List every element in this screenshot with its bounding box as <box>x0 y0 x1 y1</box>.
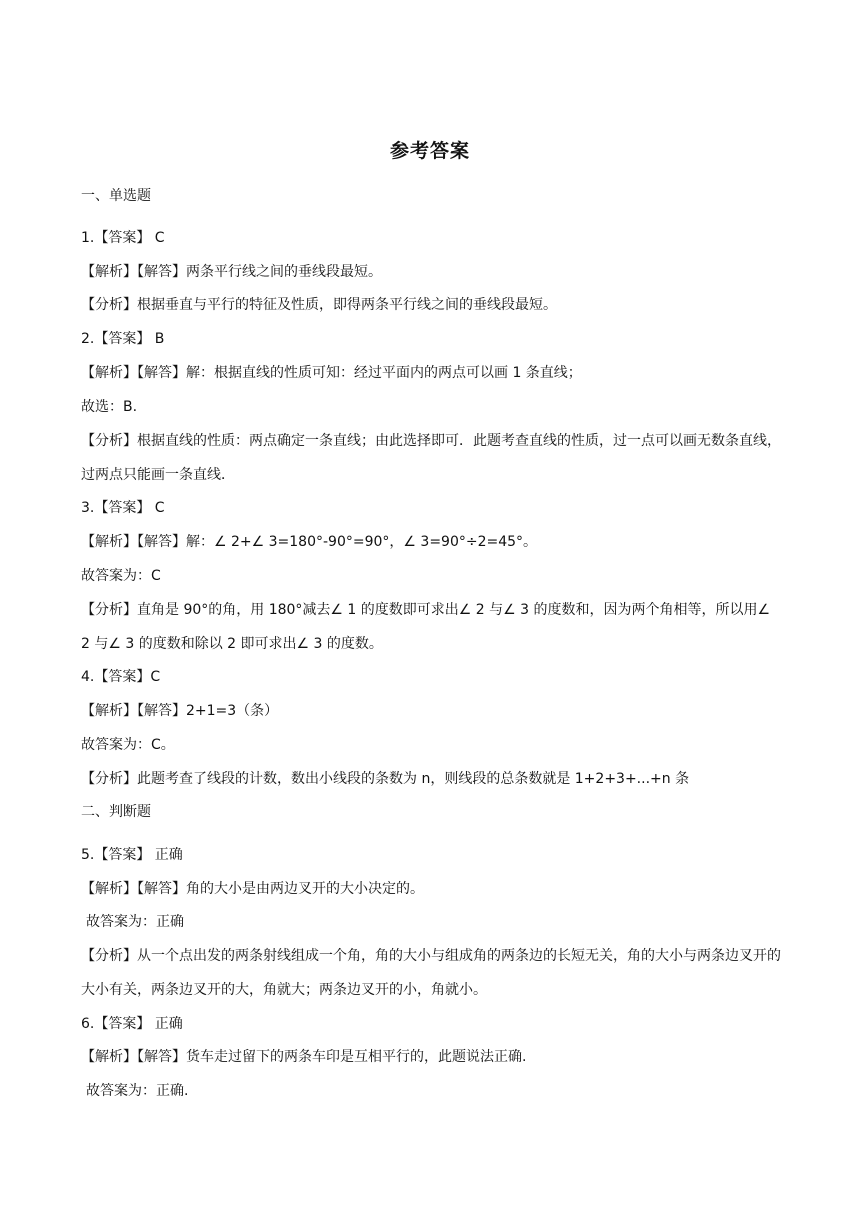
analysis-line: 【分析】此题考查了线段的计数，数出小线段的条数为 n，则线段的总条数就是 1+2+3+...+n 条 <box>81 771 690 787</box>
conclusion-line: 故答案为：正确. <box>86 1083 189 1099</box>
conclusion-line: 故答案为：C <box>81 568 161 584</box>
answer-line: 4.【答案】C <box>81 669 161 685</box>
conclusion-line: 故答案为：正确 <box>86 914 184 930</box>
conclusion-line: 故选：B. <box>81 399 138 415</box>
explanation-line: 【解析】【解答】两条平行线之间的垂线段最短。 <box>81 264 382 280</box>
answer-line: 5.【答案】 正确 <box>81 847 183 863</box>
analysis-paragraph: 【分析】从一个点出发的两条射线组成一个角，角的大小与组成角的两条边的长短无关，角的大小与两条边叉开的大小有关，两条边叉开的大，角就大；两条边叉开的小，角就小。 <box>81 948 781 998</box>
section-heading-true-false: 二、判断题 <box>81 804 151 820</box>
analysis-line: 【分析】根据垂直与平行的特征及性质，即得两条平行线之间的垂线段最短。 <box>81 297 557 313</box>
explanation-line: 【解析】【解答】2+1=3（条） <box>81 703 279 719</box>
explanation-line: 【解析】【解答】解：∠ 2+∠ 3=180°-90°=90°，∠ 3=90°÷2=45°。 <box>81 534 538 550</box>
page-title: 参考答案 <box>389 140 470 162</box>
analysis-paragraph: 【分析】直角是 90°的角，用 180°减去∠ 1 的度数即可求出∠ 2 与∠ 3 的度数和，因为两个角相等，所以用∠ 2 与∠ 3 的度数和除以 2 即可求出∠ 3 的度数。 <box>81 602 771 652</box>
explanation-line: 【解析】【解答】解：根据直线的性质可知：经过平面内的两点可以画 1 条直线； <box>81 365 582 381</box>
explanation-line: 【解析】【解答】货车走过留下的两条车印是互相平行的，此题说法正确. <box>81 1049 527 1065</box>
answer-line: 6.【答案】 正确 <box>81 1016 183 1032</box>
conclusion-line: 故答案为：C。 <box>81 737 175 753</box>
answer-line: 2.【答案】 B <box>81 331 165 347</box>
explanation-line: 【解析】【解答】角的大小是由两边叉开的大小决定的。 <box>81 881 424 897</box>
section-heading-single-choice: 一、单选题 <box>81 188 151 204</box>
analysis-paragraph: 【分析】根据直线的性质：两点确定一条直线；由此选择即可．此题考查直线的性质，过一点可以画无数条直线，过两点只能画一条直线． <box>81 433 781 483</box>
answer-line: 3.【答案】 C <box>81 500 165 516</box>
answer-line: 1.【答案】 C <box>81 230 165 246</box>
